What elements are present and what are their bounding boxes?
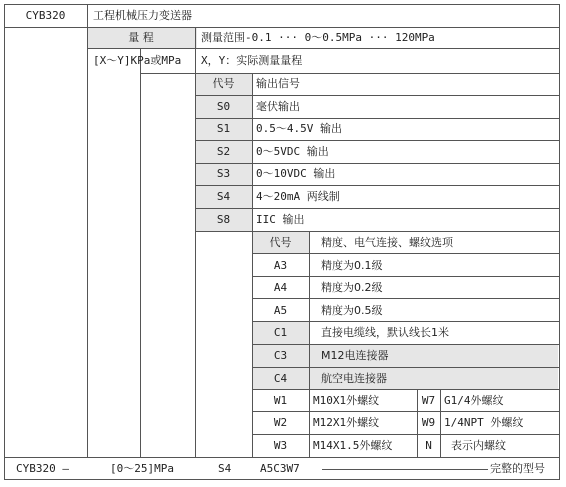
options-code-header: 代号 — [269, 236, 292, 249]
row-line — [195, 140, 560, 141]
example-options: A5C3W7 — [260, 462, 300, 475]
column-line — [87, 4, 88, 457]
output-code: S4 — [216, 190, 231, 203]
range-label: 量 程 — [128, 31, 154, 44]
row-line — [252, 367, 560, 368]
row-line — [252, 389, 560, 390]
output-desc: 0.5～4.5V 输出 — [256, 122, 342, 135]
example-model: CYB320 — — [16, 462, 69, 475]
option-desc: 精度为0.1级 — [321, 259, 383, 272]
thread-desc: M10X1外螺纹 — [313, 394, 380, 407]
output-desc: 4～20mA 两线制 — [256, 190, 340, 203]
thread-code: N — [425, 439, 432, 452]
output-code: S0 — [216, 100, 231, 113]
product-name: 工程机械压力变送器 — [93, 9, 192, 22]
option-code: C1 — [273, 326, 288, 339]
output-desc: 毫伏输出 — [256, 100, 300, 113]
row-line — [252, 276, 560, 277]
output-desc: 0～10VDC 输出 — [256, 167, 336, 180]
row-line — [252, 411, 560, 412]
row-line — [195, 163, 560, 164]
output-code-header: 代号 — [212, 77, 235, 90]
model-code: CYB320 — [25, 9, 66, 22]
option-desc: M12电连接器 — [321, 349, 389, 362]
thread-desc: 1/4NPT 外螺纹 — [444, 416, 524, 429]
example-output: S4 — [218, 462, 232, 475]
column-line — [440, 389, 441, 457]
options-desc-header: 精度、电气连接、螺纹选项 — [321, 236, 453, 249]
row-line — [195, 95, 560, 96]
row-line — [195, 118, 560, 119]
example-range: [0～25]MPa — [110, 462, 174, 475]
option-desc: 直接电缆线，默认线长1米 — [321, 326, 449, 339]
output-code: S8 — [216, 213, 231, 226]
option-desc: 精度为0.5级 — [321, 304, 383, 317]
option-desc: 精度为0.2级 — [321, 281, 383, 294]
thread-desc: M14X1.5外螺纹 — [313, 439, 393, 452]
output-code: S2 — [216, 145, 231, 158]
row-line — [195, 185, 560, 186]
column-line — [140, 48, 141, 457]
thread-code: W1 — [273, 394, 288, 407]
example-result-label: 完整的型号 — [490, 462, 545, 475]
thread-code: W7 — [421, 394, 436, 407]
option-code: A3 — [273, 259, 288, 272]
thread-code: W3 — [273, 439, 288, 452]
row-line — [252, 434, 560, 435]
thread-code: W9 — [421, 416, 436, 429]
output-desc: IIC 输出 — [256, 213, 305, 226]
range-unit-note: X，Y：实际测量量程 — [201, 54, 303, 67]
option-code: C3 — [273, 349, 288, 362]
range-description: 测量范围-0.1 ··· 0～0.5MPa ··· 120MPa — [201, 31, 435, 44]
row-line — [195, 208, 560, 209]
option-code: A5 — [273, 304, 288, 317]
thread-desc: M12X1外螺纹 — [313, 416, 380, 429]
row-line — [252, 298, 560, 299]
thread-desc: 表示内螺纹 — [451, 439, 506, 452]
output-desc: 0～5VDC 输出 — [256, 145, 329, 158]
option-desc: 航空电连接器 — [321, 372, 387, 385]
thread-desc: G1/4外螺纹 — [444, 394, 504, 407]
output-signal-header: 输出信号 — [256, 77, 300, 90]
row-line — [252, 253, 560, 254]
row-line — [252, 344, 560, 345]
column-line — [309, 231, 310, 457]
row-line — [87, 48, 560, 49]
example-leader-line — [322, 469, 488, 470]
option-code: C4 — [273, 372, 288, 385]
option-code: A4 — [273, 281, 288, 294]
row-line — [252, 321, 560, 322]
row-line — [140, 73, 560, 74]
thread-code: W2 — [273, 416, 288, 429]
row-line — [4, 457, 560, 458]
output-code: S1 — [216, 122, 231, 135]
output-code: S3 — [216, 167, 231, 180]
range-unit-code: [X～Y]KPa或MPa — [93, 54, 182, 67]
column-line — [195, 27, 196, 457]
row-line — [195, 231, 560, 232]
